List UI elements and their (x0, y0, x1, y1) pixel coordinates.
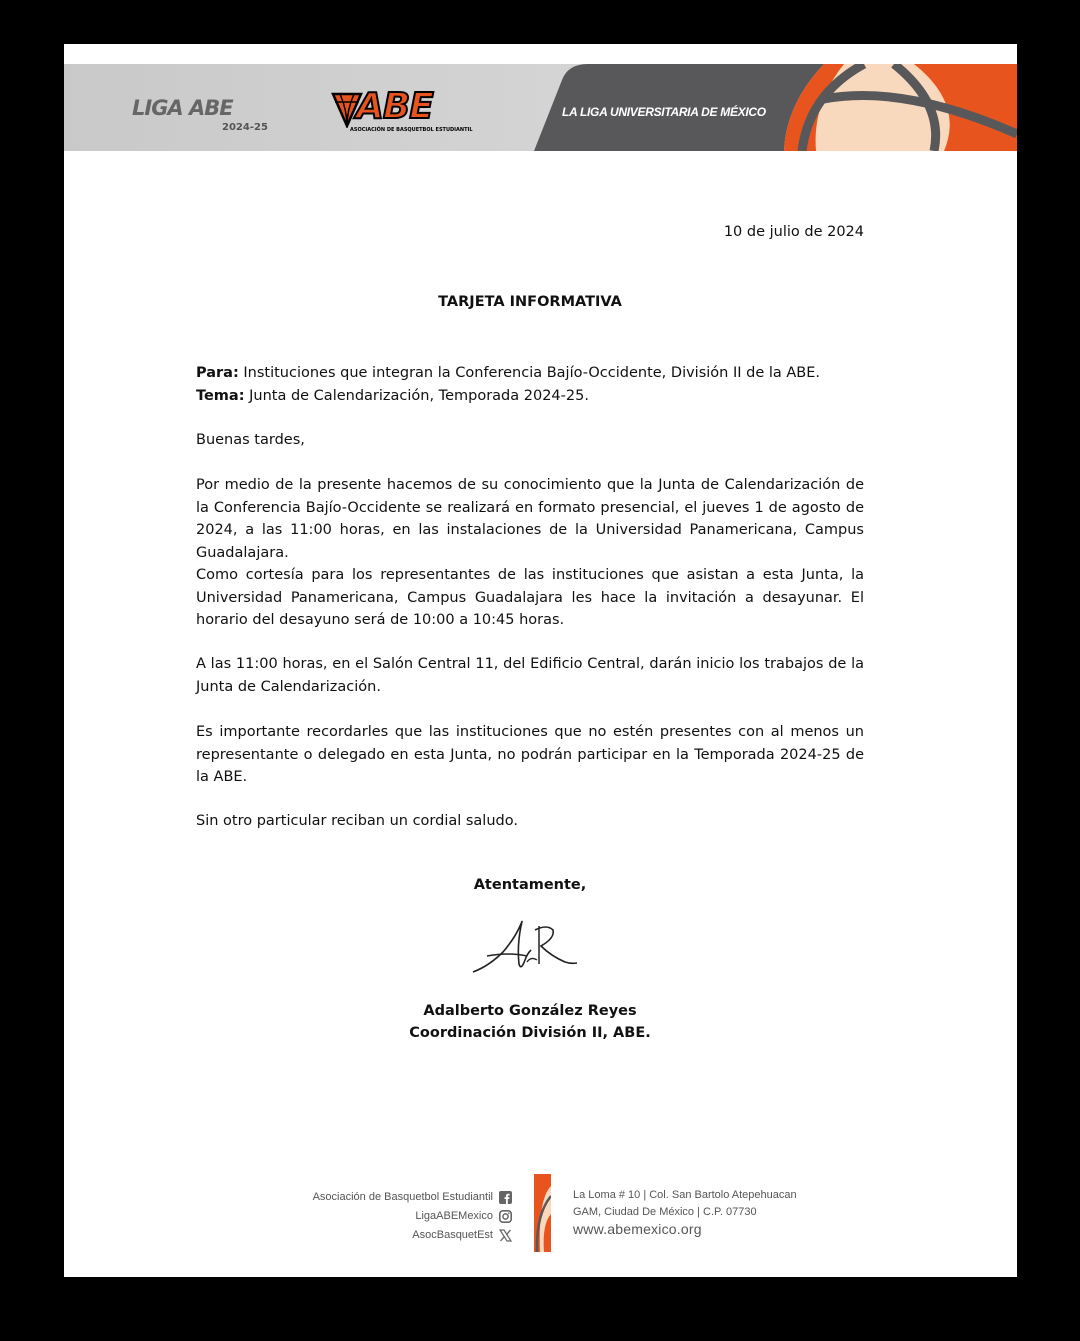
recipient-block (196, 362, 864, 407)
league-tagline: LA LIGA UNIVERSITARIA DE MÉXICO (562, 105, 766, 119)
para-label: Para: (196, 365, 239, 381)
letter-date: 10 de julio de 2024 (723, 224, 864, 240)
signer-role: Coordinación División II, ABE. (409, 1025, 651, 1041)
body-paragraph-4 (196, 721, 864, 789)
letterhead-banner (64, 64, 1017, 151)
letter-title: TARJETA INFORMATIVA (438, 294, 622, 310)
social-instagram[interactable] (313, 1207, 512, 1226)
liga-abe-logo (132, 96, 292, 156)
x-icon (499, 1229, 512, 1242)
paragraph-text: A las 11:00 horas, en el Salón Central 11, del Edificio Central, darán inicio los trabajos de la Junta de Calendarización. (196, 656, 864, 695)
sign-off: Atentamente, (473, 877, 587, 893)
address-line-2: GAM, Ciudad De México | C.P. 07730 (573, 1206, 757, 1218)
closing-line: Sin otro particular reciban un cordial saludo. (196, 813, 518, 829)
body-paragraph-2 (196, 564, 864, 632)
abe-logo-text: ABE (356, 86, 433, 127)
para-text: Instituciones que integran la Conferencia Bajío-Occidente, División II de la ABE. (238, 365, 821, 381)
liga-logo-text: LIGA ABE (132, 96, 233, 120)
paragraph-text: Como cortesía para los representantes de las instituciones que asistan a esta Junta, la Universidad Panamericana, Campus Guadalajara les hace la invitación a desayunar. El horario del desayuno será de 10:00 a 10:45 horas. (196, 567, 864, 628)
social-label: AsocBasquetEst (412, 1229, 493, 1241)
social-label: LigaABEMexico (415, 1210, 493, 1222)
greeting: Buenas tardes, (196, 432, 305, 448)
footer-social-links (313, 1188, 512, 1245)
para-line (196, 362, 864, 385)
abe-logo-subtext: ASOCIACIÓN DE BASQUETBOL ESTUDIANTIL (350, 127, 473, 133)
liga-logo-year: 2024-25 (222, 122, 268, 133)
handwritten-signature (469, 916, 579, 976)
address-line-1: La Loma # 10 | Col. San Bartolo Atepehuacan (573, 1189, 797, 1201)
instagram-icon (499, 1210, 512, 1223)
social-label: Asociación de Basquetbol Estudiantil (312, 1191, 493, 1203)
website-link[interactable]: www.abemexico.org (573, 1221, 702, 1237)
social-facebook[interactable] (313, 1188, 512, 1207)
tema-label: Tema: (196, 387, 245, 404)
signer-name: Adalberto González Reyes (423, 1003, 637, 1019)
footer-divider-stripe (534, 1174, 551, 1252)
letter-page (64, 44, 1017, 1277)
body-paragraph-1 (196, 474, 864, 564)
facebook-icon (499, 1191, 512, 1204)
body-paragraph-3 (196, 653, 864, 698)
paragraph-text: Por medio de la presente hacemos de su conocimiento que la Junta de Calendarización de la Conferencia Bajío-Occidente se realizará en formato presencial, el jueves 1 de agosto de 2024, a las 11:00 horas, en las instalaciones de la Universidad Panamericana, Campus Guadalajara. (196, 477, 864, 561)
paragraph-text: Es importante recordarles que las instituciones que no estén presentes con al menos un representante o delegado en esta Junta, no podrán participar en la Temporada 2024-25 de la ABE. (196, 724, 864, 785)
footer-address (573, 1187, 797, 1238)
social-x[interactable] (313, 1226, 512, 1245)
tema-line (196, 385, 864, 408)
abe-logo (328, 86, 473, 140)
tema-text: Junta de Calendarización, Temporada 2024-25. (244, 387, 589, 404)
